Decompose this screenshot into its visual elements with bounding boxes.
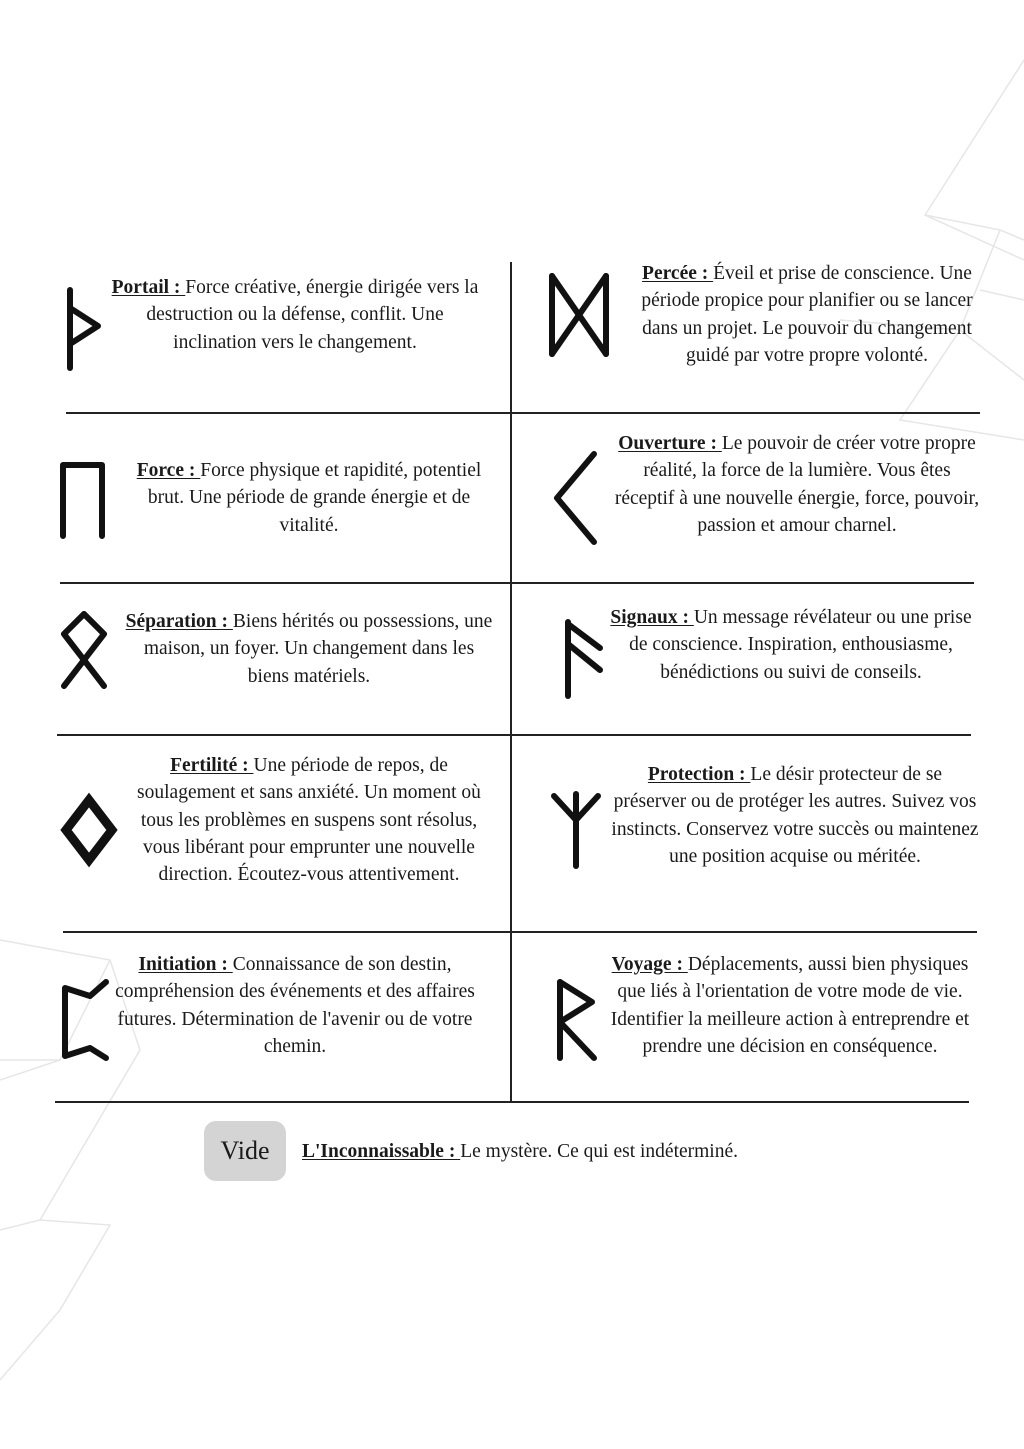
rune-description — [110, 274, 480, 356]
rune-term: Séparation : — [125, 611, 233, 632]
rune-kenaz-icon — [552, 450, 600, 546]
rune-text: Une période de repos, de soulagement et sans anxiété. Un moment où tous les problèmes en suspens sont résolus, vous libérant pour emprunter une nouvelle direction. Écoutez-vous attentivement. — [137, 755, 481, 886]
rune-text: Déplacements, aussi bien physiques que liés à l'orientation de votre mode de vie. Identifier la meilleure action à entreprendre et prendre une décision en conséquence. — [610, 954, 970, 1057]
rune-term: Signaux : — [610, 607, 694, 628]
rune-ansuz-icon — [560, 618, 606, 700]
row-divider — [63, 931, 977, 933]
rune-description — [122, 752, 496, 888]
rune-description — [604, 951, 976, 1060]
rune-term: Percée : — [642, 263, 714, 284]
row-divider — [66, 412, 980, 414]
rune-text: Biens hérités ou possessions, une maison, un foyer. Un changement dans les biens matériels. — [143, 611, 493, 687]
rune-text: Force créative, énergie dirigée vers la destruction ou la défense, conflit. Une inclination vers le changement. — [146, 277, 479, 353]
rune-raidho-icon — [554, 978, 600, 1062]
rune-term: Portail : — [111, 277, 186, 298]
rune-othala-icon — [58, 610, 110, 692]
rune-text: Le pouvoir de créer votre propre réalité, la force de la lumière. Vous êtes réceptif à une nouvelle énergie, force, pouvoir, passion et amour charnel. — [614, 433, 980, 536]
rune-uruz-icon — [58, 460, 108, 540]
rune-thurisaz-icon — [64, 286, 104, 372]
blank-rune-description — [302, 1138, 902, 1165]
column-divider — [510, 262, 512, 1102]
row-divider — [57, 734, 971, 736]
row-divider — [60, 582, 974, 584]
rune-term: L'Inconnaissable : — [302, 1141, 461, 1162]
rune-description — [622, 260, 992, 369]
rune-text: Connaissance de son destin, compréhension des événements et des affaires futures. Détermination de l'avenir ou de votre chemin. — [115, 954, 475, 1057]
rune-term: Voyage : — [611, 954, 688, 975]
rune-term: Ouverture : — [618, 433, 722, 454]
rune-text: Éveil et prise de conscience. Une période propice pour planifier ou se lancer dans un projet. Le pouvoir du changement guidé par votre propre volonté. — [641, 263, 973, 366]
rune-ingwaz-icon — [60, 794, 118, 866]
rune-term: Force : — [136, 460, 201, 481]
rune-description — [124, 608, 494, 690]
rune-description — [612, 430, 982, 539]
rune-description — [610, 761, 980, 870]
rune-dagaz-icon — [548, 272, 610, 358]
row-divider — [55, 1101, 969, 1103]
rune-text: Force physique et rapidité, potentiel brut. Une période de grande énergie et de vitalité. — [147, 460, 482, 536]
rune-algiz-icon — [548, 790, 604, 870]
rune-description — [124, 457, 494, 539]
rune-text: Un message révélateur ou une prise de conscience. Inspiration, enthousiasme, bénédictions ou suivi de conseils. — [629, 607, 972, 683]
rune-text: Le désir protecteur de se préserver ou de protéger les autres. Suivez vos instincts. Conservez votre succès ou maintenez une position acquise ou méritée. — [611, 764, 979, 867]
rune-description — [110, 951, 480, 1060]
rune-description — [606, 604, 976, 686]
rune-term: Initiation : — [138, 954, 233, 975]
rune-term: Fertilité : — [170, 755, 254, 776]
rune-text: Le mystère. Ce qui est indéterminé. — [460, 1141, 739, 1162]
rune-term: Protection : — [647, 764, 751, 785]
rune-perthro-icon — [60, 978, 112, 1062]
blank-rune-badge: Vide — [204, 1121, 286, 1181]
